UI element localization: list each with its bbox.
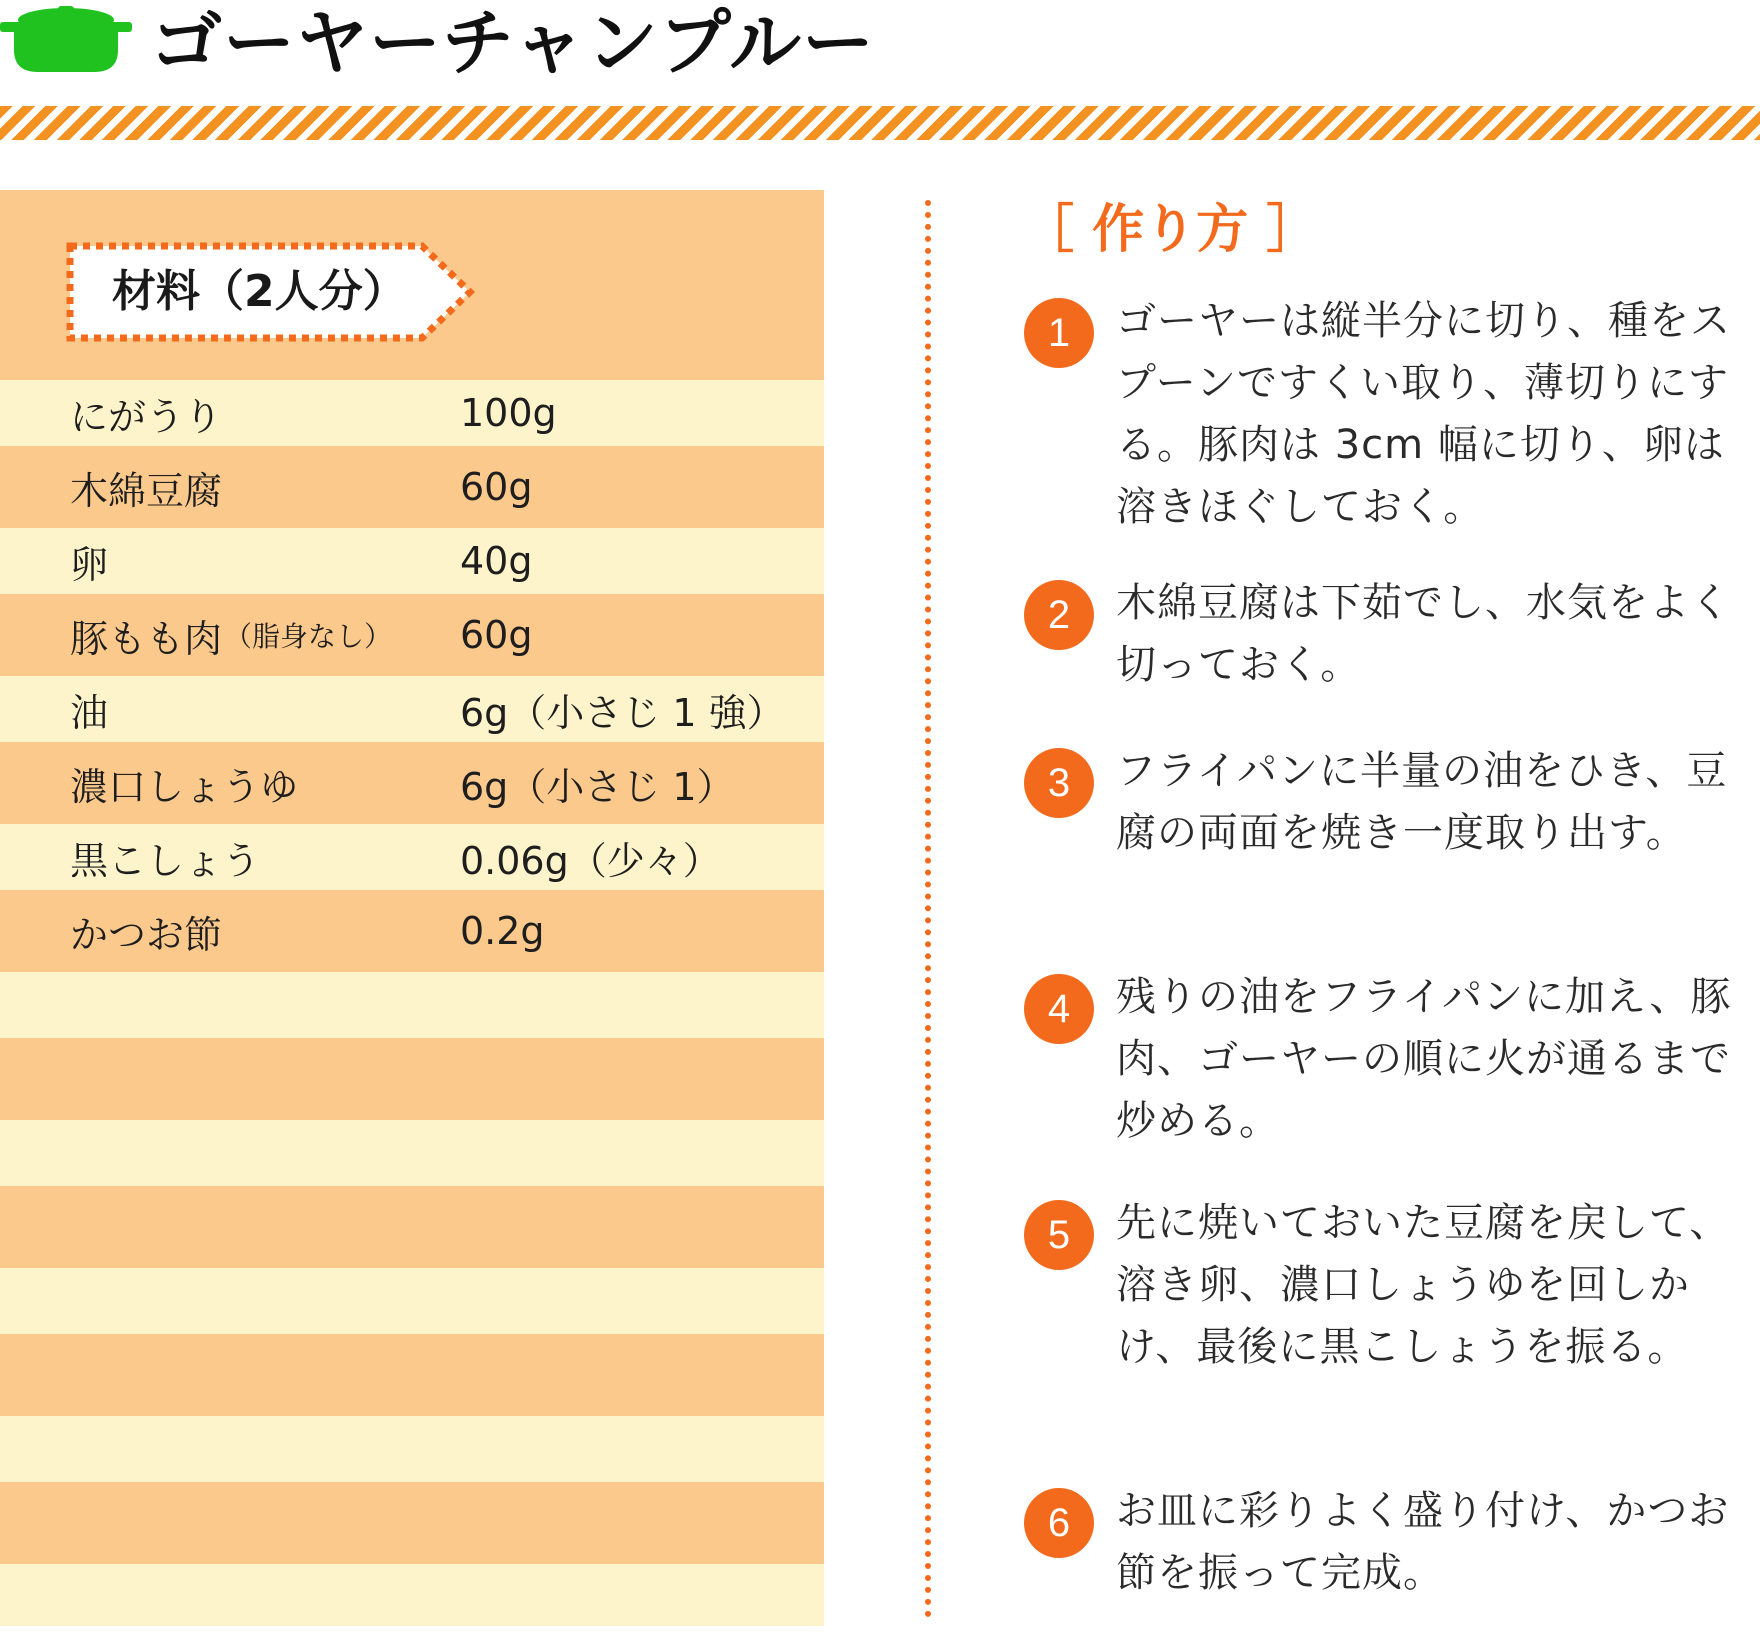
step-text: 木綿豆腐は下茹でし、水気をよく切っておく。 — [1116, 580, 1731, 688]
step-text: 残りの油をフライパンに加え、豚肉、ゴーヤーの順に火が通るまで炒める。 — [1116, 974, 1732, 1144]
ingredient-name: 濃口しょうゆ — [70, 764, 299, 809]
step-text: ゴーヤーは縦半分に切り、種をスプーンですくい取り、薄切りにする。豚肉は 3cm 幅に切り、卵は溶きほぐしておく。 — [1116, 298, 1731, 530]
ingredient-row — [0, 594, 824, 676]
ingredient-amount: 100g — [460, 391, 557, 435]
empty-row — [0, 1038, 824, 1120]
column-divider — [925, 200, 931, 1618]
ingredients-header — [0, 190, 824, 380]
ingredient-row — [0, 742, 824, 824]
empty-row — [0, 972, 824, 1038]
step-text: 先に焼いておいた豆腐を戻して、溶き卵、濃口しょうゆを回しかけ、最後に黒こしょうを振る。 — [1116, 1200, 1731, 1370]
step-number-badge: 6 — [1024, 1488, 1094, 1558]
empty-row — [0, 1334, 824, 1416]
step-number-badge: 1 — [1024, 298, 1094, 368]
ingredients-panel — [0, 190, 824, 1626]
ingredient-row — [0, 824, 824, 890]
ingredients-tag — [66, 242, 476, 342]
ingredient-amount: 60g — [460, 613, 533, 657]
step-number-badge: 2 — [1024, 580, 1094, 650]
ingredient-amount: 0.06g（少々） — [460, 838, 721, 883]
ingredient-row — [0, 528, 824, 594]
ingredient-amount: 40g — [460, 539, 533, 583]
empty-row — [0, 1120, 824, 1186]
ingredient-name: にがうり — [70, 394, 223, 439]
ingredient-name: 卵 — [70, 542, 109, 587]
ingredients-list — [0, 380, 824, 1626]
step-number-badge: 3 — [1024, 748, 1094, 818]
empty-row — [0, 1482, 824, 1564]
empty-row — [0, 1564, 824, 1626]
ingredient-row — [0, 890, 824, 972]
step-text: フライパンに半量の油をひき、豆腐の両面を焼き一度取り出す。 — [1116, 748, 1728, 856]
empty-row — [0, 1268, 824, 1334]
pot-icon — [0, 6, 132, 76]
ingredients-heading: 材料（2人分） — [112, 266, 407, 317]
ingredient-amount: 0.2g — [460, 909, 545, 953]
ingredient-row — [0, 446, 824, 528]
step-number-badge: 5 — [1024, 1200, 1094, 1270]
ingredient-name: 豚もも肉 — [70, 616, 223, 661]
ingredient-name: 黒こしょう — [70, 838, 261, 883]
ingredient-name: 油 — [70, 690, 109, 735]
page-title: ゴーヤーチャンプルー — [150, 1, 875, 85]
header-stripe — [0, 106, 1760, 140]
ingredient-name: かつお節 — [70, 912, 223, 957]
step-text: お皿に彩りよく盛り付け、かつお節を振って完成。 — [1116, 1488, 1730, 1596]
empty-row — [0, 1416, 824, 1482]
empty-row — [0, 1186, 824, 1268]
ingredient-name: 木綿豆腐 — [70, 468, 223, 513]
ingredient-amount: 6g（小さじ 1） — [460, 764, 735, 809]
ingredient-amount: 6g（小さじ 1 強） — [460, 690, 785, 735]
ingredient-row — [0, 676, 824, 742]
ingredient-row — [0, 380, 824, 446]
method-heading: ［ 作り方 ］ — [1022, 200, 1319, 260]
ingredient-amount: 60g — [460, 465, 533, 509]
step-number-badge: 4 — [1024, 974, 1094, 1044]
ingredient-note: （脂身なし） — [224, 620, 393, 653]
